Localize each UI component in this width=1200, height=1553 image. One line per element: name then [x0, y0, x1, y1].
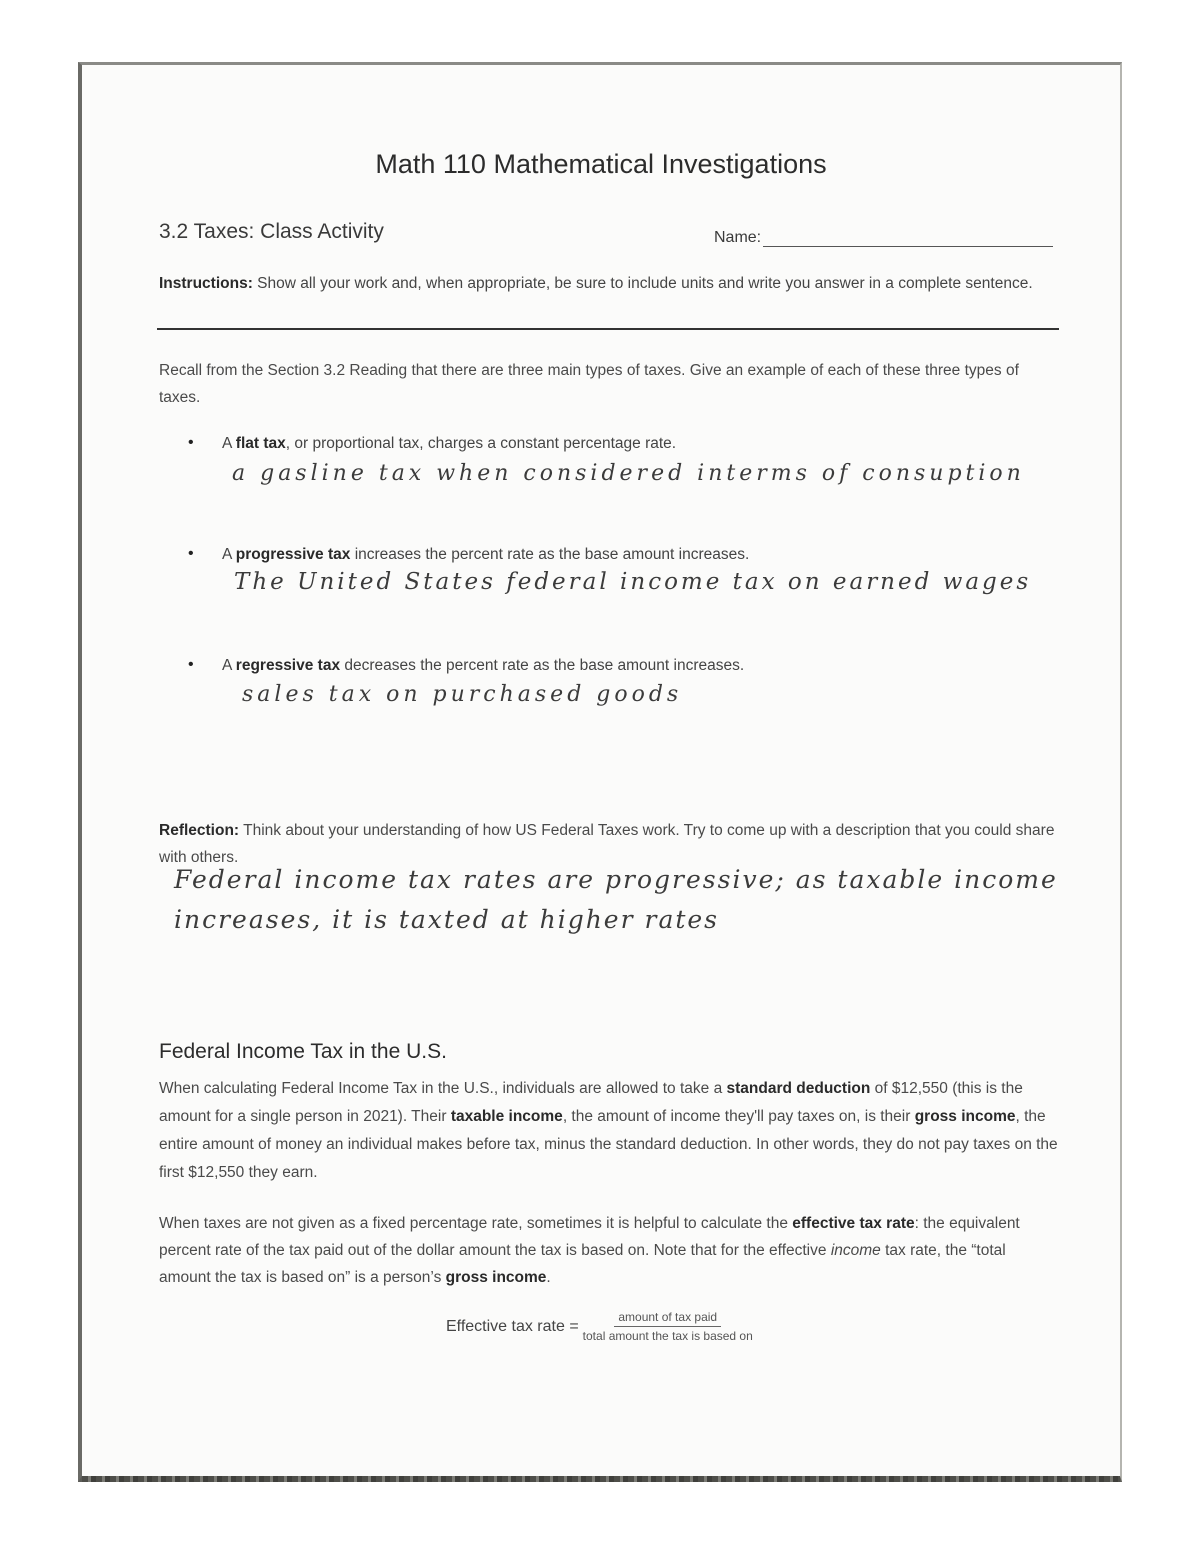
handwritten-answer-progressive-tax: The United States federal income tax on earned wages — [234, 569, 1032, 595]
handwritten-answer-flat-tax: a gasline tax when considered interms of consuption — [232, 461, 1025, 486]
paragraph-effective-tax-rate: When taxes are not given as a fixed percentage rate, sometimes it is helpful to calculate the effective tax rate: the equivalent percent rate of the tax paid out of the dollar amount the tax is based on. Note that for the effective income tax rate, the “total amount the tax is based on” is a person’s gross income. — [159, 1215, 1020, 1286]
term-progressive-tax: progressive tax — [235, 546, 351, 563]
instructions-text: Show all your work and, when appropriate, be sure to include units and write you answer in a complete sentence. — [252, 275, 1033, 292]
effective-tax-rate-formula — [446, 1310, 753, 1343]
formula-denominator: total amount the tax is based on — [582, 1329, 753, 1343]
reflection-label: Reflection: — [159, 822, 240, 839]
formula-numerator: amount of tax paid — [614, 1310, 721, 1327]
formula-lhs: Effective tax rate = — [446, 1317, 579, 1335]
reflection-prompt: Reflection: Think about your understanding of how US Federal Taxes work. Try to come up with a description that you could share with others. — [159, 822, 1055, 866]
recall-paragraph: Recall from the Section 3.2 Reading that there are three main types of taxes. Give an example of each of these three types of taxes. — [159, 362, 1019, 406]
name-blank-line[interactable] — [763, 230, 1053, 247]
instructions-label: Instructions: — [159, 275, 253, 292]
page-title: Math 110 Mathematical Investigations — [375, 149, 827, 179]
handwritten-reflection-line-1: Federal income tax rates are progressive; as taxable income — [174, 865, 1058, 894]
bullet-dot-icon: • — [188, 434, 194, 451]
bullet-dot-icon: • — [188, 545, 194, 562]
activity-subtitle: 3.2 Taxes: Class Activity — [159, 220, 384, 243]
instructions — [159, 271, 1059, 297]
term-regressive-tax: regressive tax — [235, 657, 341, 674]
handwritten-reflection-line-2: increases, it is taxted at higher rates — [174, 905, 720, 934]
worksheet-page: Math 110 Mathematical Investigations 3.2 Taxes: Class Activity Name: Instructions: Show all your work and, when appropriate, be sure to include units and write you answer in a complete sentence. Recall from the Section 3.2 Reading that there are three main types of taxes. Give an example of each of these three types of taxes. • A flat tax, or proportional tax, charges a constant percentage rate. a gasline tax when considered interms of consuption • A progressive tax increases the percent rate as the base amount increases. The United States federal income tax on earned wages • A regressive tax decreases the percent rate as the base amount increases. sales tax on purchased goods Reflection: Think about your understanding of how US Federal Taxes work. Try to come up with a description that you could share with others. Federal income tax rates are progressive; as taxable income increases, it is taxted at higher rates Federal Income Tax in the U.S. When calculating Federal Income Tax in the U.S., individuals are allowed to take a standard deduction of $12,550 (this is the amount for a single person in 2021). Their taxable income, the amount of income they'll pay taxes on, is their gross income, the entire amount of money an individual makes before tax, minus the standard deduction. In other words, they do not pay taxes on the first $12,550 they earn. When taxes are not given as a fixed percentage rate, sometimes it is helpful to calculate the effective tax rate: the equivalent percent rate of the tax paid out of the dollar amount the tax is based on. Note that for the effective income tax rate, the “total amount the tax is based on” is a person’s gross income. Effective tax rate = $\frac{\text{amount of tax paid}}{\text{total amount the tax is based on}}$ — [78, 62, 1122, 1482]
handwritten-answer-regressive-tax: sales tax on purchased goods — [242, 682, 683, 707]
formula-fraction — [583, 1310, 753, 1343]
bullet-dot-icon: • — [188, 656, 194, 673]
name-label: Name: — [714, 229, 762, 246]
section-heading: Federal Income Tax in the U.S. — [159, 1040, 447, 1063]
name-field[interactable] — [714, 229, 1053, 247]
paragraph-standard-deduction: When calculating Federal Income Tax in the U.S., individuals are allowed to take a standard deduction of $12,550 (this is the amount for a single person in 2021). Their taxable income, the amount of income they'll pay taxes on, is their gross income, the entire amount of money an individual makes before tax, minus the standard deduction. In other words, they do not pay taxes on the first $12,550 they earn. — [159, 1080, 1058, 1181]
header-divider — [157, 328, 1059, 330]
term-flat-tax: flat tax — [235, 435, 286, 452]
